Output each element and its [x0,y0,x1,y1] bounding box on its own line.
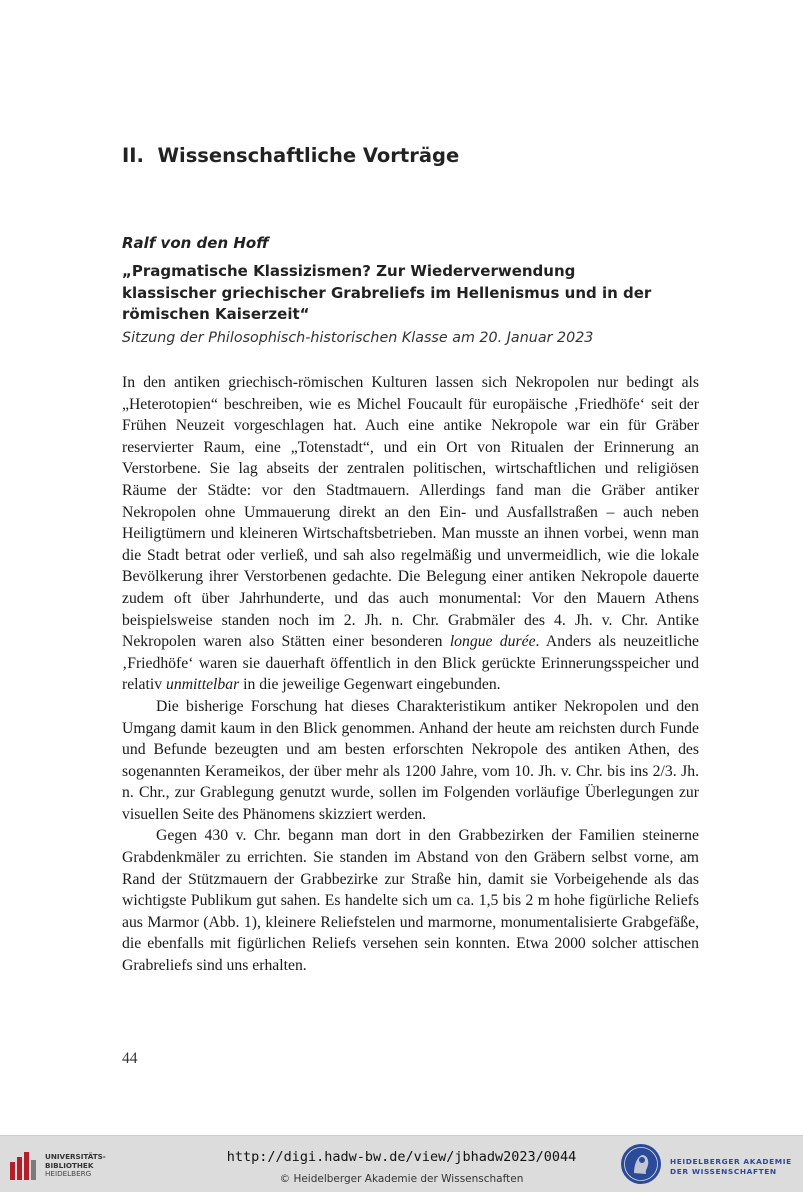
lecture-title: „Pragmatische Klassizismen? Zur Wiederverwendung klassischer griechischer Grabreliefs im Hellenismus und in der römischen Kaiserzeit“ [122,262,652,323]
ub-logo-text: UNIVERSITÄTS- BIBLIOTHEK HEIDELBERG [45,1152,106,1178]
italic-term: unmittelbar [166,676,240,694]
paragraph: Die bisherige Forschung hat dieses Charakteristikum antiker Nekropolen und den Umgang damit kaum in den Blick genommen. Anhand der heute am reichsten durch Funde und Befunde bezeugten und am besten erforschten Nekropole des antiken Athen, des sogenannten Kerameikos, der über mehr als 1200 Jahre, vom 10. Jh. v. Chr. bis ins 2/3. Jh. n. Chr., zur Grablegung genutzt wurde, sollen im Folgenden vorläufige Überlegungen zur visuellen Seite des Phänomens skizziert werden. [122,697,699,823]
paragraph [122,372,699,696]
academy-logo[interactable] [618,1141,803,1187]
academy-seal-icon [620,1143,662,1185]
body-text [122,372,699,977]
paragraph-text: In den antiken griechisch-römischen Kulturen lassen sich Nekropolen nur bedingt als „Heterotopien“ beschreiben, wie es Michel Foucault für europäische ‚Friedhöfe‘ seit der Frühen Neuzeit vorgeschlagen hat. Auch eine antike Nekropole war ein für Gräber reservierter Raum, eine „Totenstadt“, und ein Ort von Ritualen der Erinnerung an Verstorbene. Sie lag abseits der zentralen politischen, wirtschaftlichen und religiösen Räume der Städte: vor den Stadtmauern. Allerdings fand man die Gräber antiker Nekropolen ohne Ummauerung direkt an den Ein- und Ausfallstraßen – auch neben Heiligtümern und kleineren Wirtschaftsbetrieben. Man musste an ihnen vorbei, wenn man die Stadt betrat oder verließ, und sah also regelmäßig und unvermeidlich, wie die lokale Bevölkerung ihrer Verstorbenen gedachte. Die Belegung einer antiken Nekropole dauerte zudem oft über Jahrhunderte, und das auch monumental: Vor den Mauern Athens beispielsweise standen noch im 2. Jh. n. Chr. Grabmäler des 4. Jh. v. Chr. Antike Nekropolen waren also Stätten einer besonderen [122,374,699,651]
chapter-heading [122,144,459,167]
paragraph-text: . Anders als neuzeitliche ‚Friedhöfe‘ waren sie dauerhaft öffentlich in den Blick gerückte Erinnerungsspeicher und relativ [122,633,699,694]
paragraph: Gegen 430 v. Chr. begann man dort in den Grabbezirken der Familien steinerne Grabdenkmäler zu errichten. Sie standen im Abstand von den Gräbern selbst vorne, am Rand der Stützmauern der Grabbezirke zur Straße hin, damit sie Vorbeigehende als das wichtigste Publikum gut sahen. Es handelte sich um ca. 1,5 bis 2 m hohe figürliche Reliefs aus Marmor (Abb. 1), kleinere Reliefstelen und marmorne, monumentalisierte Grabgefäße, die ebenfalls mit figürlichen Reliefs versehen sein konnten. Etwa 2000 solcher attischen Grabreliefs sind uns erhalten. [122,827,699,975]
author-name: Ralf von den Hoff [122,234,269,252]
italic-term: longue durée [449,633,536,651]
copyright-notice: © Heidelberger Akademie der Wissenschaften [279,1173,524,1185]
footer-bar [0,1135,803,1192]
session-info: Sitzung der Philosophisch-historischen Klasse am 20. Januar 2023 [122,330,594,346]
permalink-url[interactable]: http://digi.hadw-bw.de/view/jbhadw2023/0044 [226,1149,577,1165]
academy-logo-text: HEIDELBERGER AKADEMIE DER WISSENSCHAFTEN [670,1157,792,1176]
chapter-title: Wissenschaftliche Vorträge [157,144,460,167]
paragraph-text: in die jeweilige Gegenwart eingebunden. [243,676,501,694]
chapter-number: II. [122,144,144,167]
page-number: 44 [122,1050,138,1067]
